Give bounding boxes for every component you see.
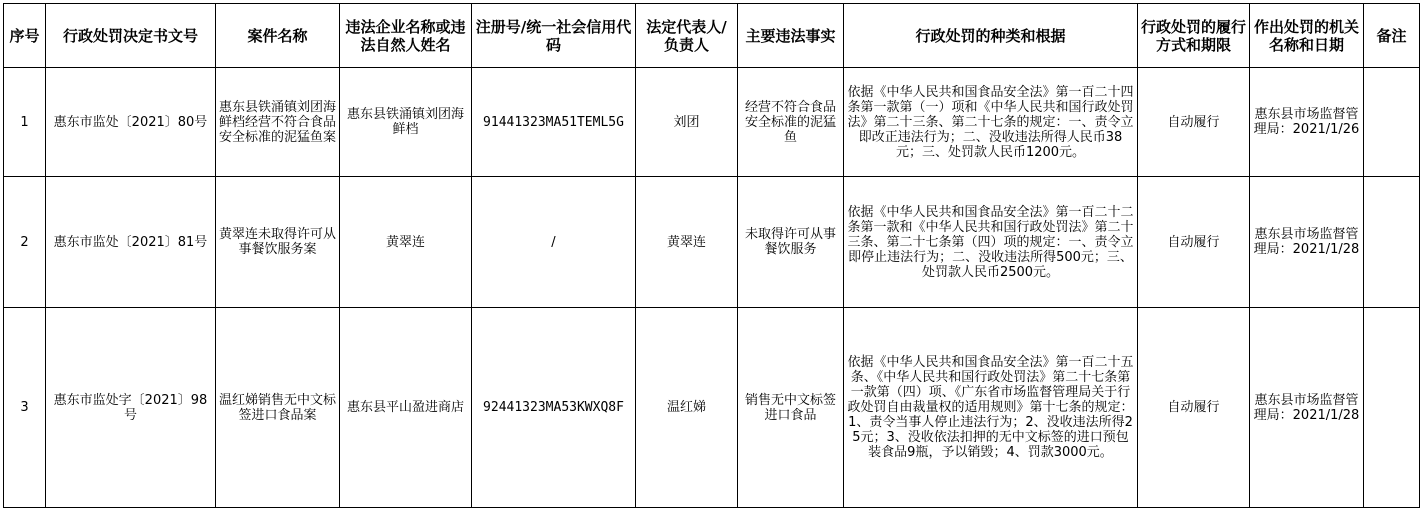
header-no: 序号 bbox=[4, 4, 46, 68]
cell-manner: 自动履行 bbox=[1138, 177, 1250, 308]
cell-credit-code: 92441323MA53KWXQ8F bbox=[472, 308, 636, 508]
header-doc-no: 行政处罚决定书文号 bbox=[46, 4, 216, 68]
cell-remark bbox=[1364, 177, 1420, 308]
cell-credit-code: 91441323MA51TEML5G bbox=[472, 68, 636, 177]
cell-basis: 依据《中华人民共和国食品安全法》第一百二十二条第一款和《中华人民共和国行政处罚法》第二十三条、第二十七条第（四）项的规定：一、责令立即停止违法行为；二、没收违法所得500元；三、处罚款人民币2500元。 bbox=[844, 177, 1138, 308]
cell-case-name: 温红娣销售无中文标签进口食品案 bbox=[216, 308, 340, 508]
header-credit-code: 注册号/统一社会信用代码 bbox=[472, 4, 636, 68]
cell-basis: 依据《中华人民共和国食品安全法》第一百二十五条、《中华人民共和国行政处罚法》第二十七条第一款第（四）项、《广东省市场监督管理局关于行政处罚自由裁量权的适用规则》第十七条的规定：1、责令当事人停止违法行为；2、没收违法所得25元；3、没收依法扣押的无中文标签的进口预包装食品9瓶，予以销毁；4、罚款3000元。 bbox=[844, 308, 1138, 508]
cell-party: 黄翠连 bbox=[340, 177, 472, 308]
cell-manner: 自动履行 bbox=[1138, 308, 1250, 508]
cell-no: 2 bbox=[4, 177, 46, 308]
cell-party: 惠东县铁涌镇刘团海鲜档 bbox=[340, 68, 472, 177]
header-basis: 行政处罚的种类和根据 bbox=[844, 4, 1138, 68]
header-case-name: 案件名称 bbox=[216, 4, 340, 68]
cell-party: 惠东县平山盈进商店 bbox=[340, 308, 472, 508]
cell-doc-no: 惠东市监处〔2021〕80号 bbox=[46, 68, 216, 177]
header-party: 违法企业名称或违法自然人姓名 bbox=[340, 4, 472, 68]
header-remark: 备注 bbox=[1364, 4, 1420, 68]
table-row bbox=[4, 68, 1420, 177]
cell-authority: 惠东县市场监督管理局：2021/1/28 bbox=[1250, 308, 1364, 508]
cell-authority: 惠东县市场监督管理局：2021/1/28 bbox=[1250, 177, 1364, 308]
cell-facts: 销售无中文标签进口食品 bbox=[738, 308, 844, 508]
header-row bbox=[4, 4, 1420, 68]
cell-no: 3 bbox=[4, 308, 46, 508]
table-row bbox=[4, 308, 1420, 508]
cell-legal-rep: 温红娣 bbox=[636, 308, 738, 508]
header-legal-rep: 法定代表人/负责人 bbox=[636, 4, 738, 68]
cell-authority: 惠东县市场监督管理局：2021/1/26 bbox=[1250, 68, 1364, 177]
cell-facts: 经营不符合食品安全标准的泥猛鱼 bbox=[738, 68, 844, 177]
table-row bbox=[4, 177, 1420, 308]
cell-doc-no: 惠东市监处字〔2021〕98号 bbox=[46, 308, 216, 508]
header-authority: 作出处罚的机关名称和日期 bbox=[1250, 4, 1364, 68]
cell-case-name: 黄翠连未取得许可从事餐饮服务案 bbox=[216, 177, 340, 308]
penalty-table bbox=[3, 3, 1420, 508]
cell-remark bbox=[1364, 68, 1420, 177]
cell-manner: 自动履行 bbox=[1138, 68, 1250, 177]
cell-facts: 未取得许可从事餐饮服务 bbox=[738, 177, 844, 308]
cell-case-name: 惠东县铁涌镇刘团海鲜档经营不符合食品安全标准的泥猛鱼案 bbox=[216, 68, 340, 177]
cell-credit-code: / bbox=[472, 177, 636, 308]
cell-doc-no: 惠东市监处〔2021〕81号 bbox=[46, 177, 216, 308]
cell-legal-rep: 刘团 bbox=[636, 68, 738, 177]
cell-basis: 依据《中华人民共和国食品安全法》第一百二十四条第一款第（一）项和《中华人民共和国行政处罚法》第二十三条、第二十七条的规定：一、责令立即改正违法行为；二、没收违法所得人民币38元；三、处罚款人民币1200元。 bbox=[844, 68, 1138, 177]
cell-no: 1 bbox=[4, 68, 46, 177]
cell-legal-rep: 黄翠连 bbox=[636, 177, 738, 308]
cell-remark bbox=[1364, 308, 1420, 508]
header-facts: 主要违法事实 bbox=[738, 4, 844, 68]
header-manner: 行政处罚的履行方式和期限 bbox=[1138, 4, 1250, 68]
